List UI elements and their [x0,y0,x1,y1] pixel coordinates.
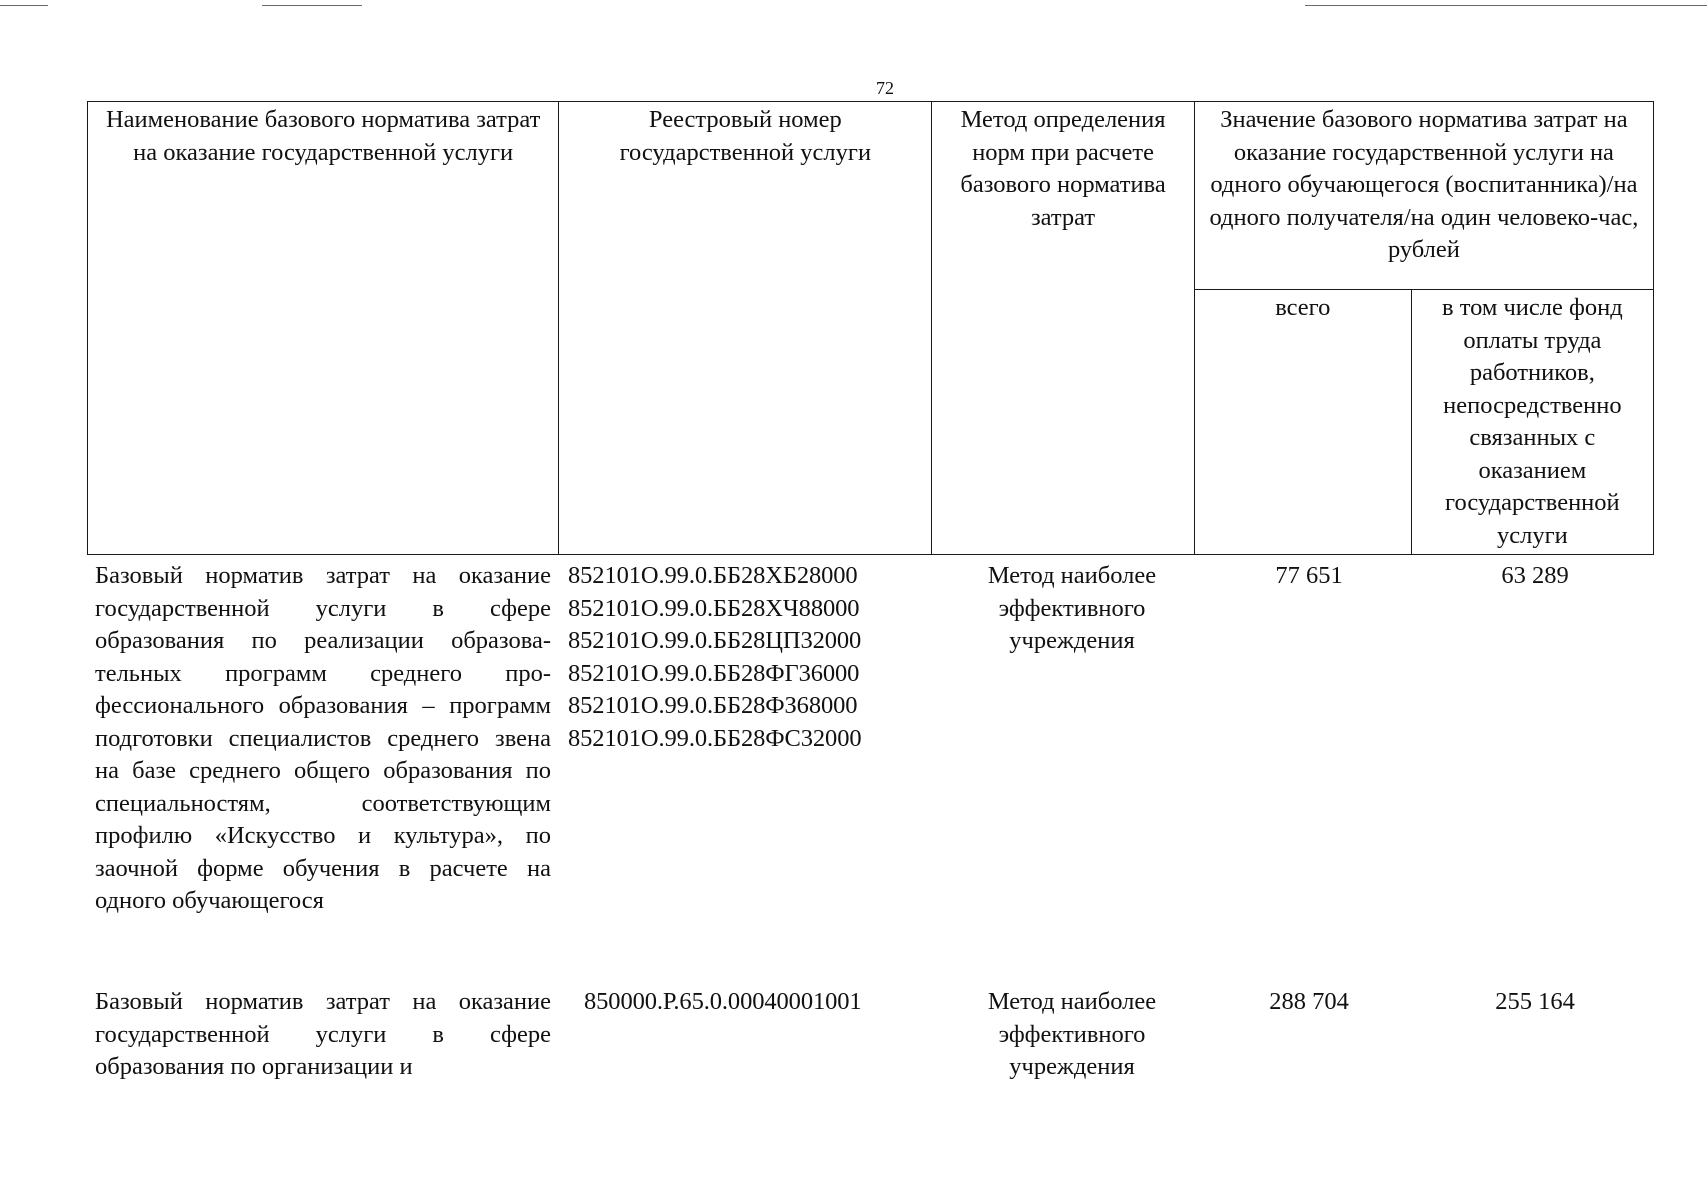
registry-code: 852101О.99.0.ББ28ФЗ68000 [568,692,858,719]
page-number: 72 [876,78,894,98]
row-total: 288 704 [1269,988,1349,1015]
row-total: 77 651 [1275,562,1343,589]
registry-code: 852101О.99.0.ББ28ЦП32000 [568,627,862,654]
row-name: Базовый норматив затрат на оказание государственной услуги в сфере образования по организации и [95,988,551,1080]
table-header [87,101,1654,555]
row-method: Метод наиболее эффективного учреждения [987,562,1157,654]
registry-code: 852101О.99.0.ББ28ХБ28000 [568,562,858,589]
scan-edge-line [262,5,362,6]
registry-code: 850000.Р.65.0.00040001001 [584,988,862,1015]
row-fot: 255 164 [1495,988,1575,1015]
table-row [87,560,1654,914]
table-row [87,986,1654,1096]
header-total: всего [1194,290,1411,555]
registry-code: 852101О.99.0.ББ28ФС32000 [568,724,862,752]
registry-code: 852101О.99.0.ББ28ФГ36000 [568,659,860,687]
row-codes [584,986,944,1019]
row-method: Метод наиболее эффективного учреждения [987,988,1157,1080]
scan-edge-line [1305,5,1707,6]
header-value: Значение базового норматива затрат на оказание государственной услуги на одного обучающегося (воспитанника)/на одного получателя/на один человеко-час, рублей [1194,102,1653,290]
header-fot: в том числе фонд оплаты труда работников, непосредственно связанных с оказанием государственной услуги [1411,290,1653,555]
scan-edge-line [0,5,48,6]
registry-code: 852101О.99.0.ББ28ХЧ88000 [568,594,860,622]
header-registry: Реестровый номер государственной услуги [559,102,932,555]
row-name: Базовый норматив затрат на оказание государственной услуги в сфере образования по реализации образовательных программ среднего профессионального образования – программ подготовки специалистов среднего звена на базе среднего общего образования по специальностям, соответствующим профилю «Искусство и культура», по заочной форме обучения в расчете на одного обучающегося [95,562,551,914]
header-name: Наименование базового норматива затрат на оказание государственной услуги [88,102,559,555]
row-codes [568,560,928,755]
header-method: Метод определения норм при расчете базового норматива затрат [932,102,1195,555]
row-fot: 63 289 [1501,562,1569,589]
